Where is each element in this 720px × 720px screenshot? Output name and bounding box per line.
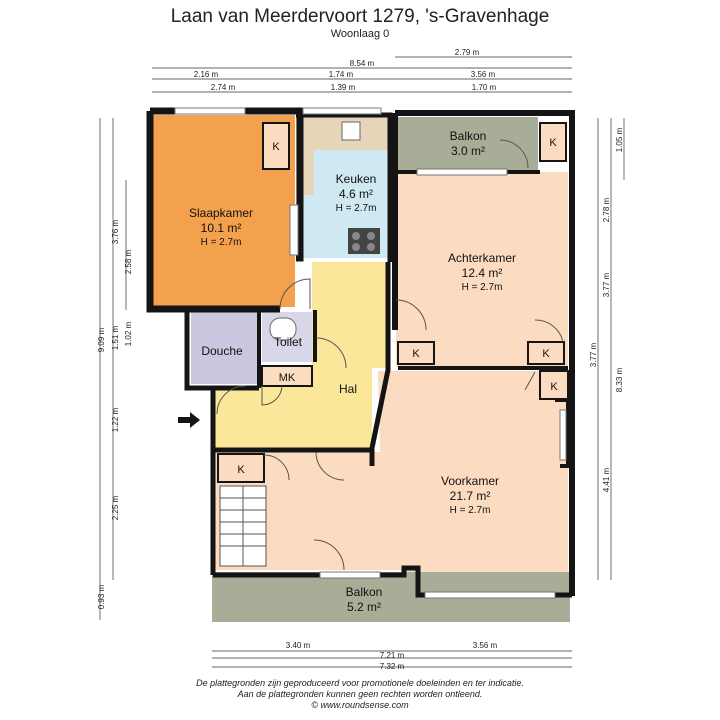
sink-icon [342, 122, 360, 140]
stairs [220, 486, 266, 566]
mk-name: MK [278, 372, 296, 384]
hal-name: Hal [338, 382, 358, 396]
dim-top: 1.70 m [471, 83, 497, 92]
dim-bottom: 3.40 m [285, 641, 311, 650]
slaapkamer-name: Slaapkamer [188, 206, 254, 220]
achterkamer-area: 12.4 m² [461, 266, 503, 280]
achterkamer-name: Achterkamer [447, 251, 517, 265]
dim-bottom: 3.56 m [472, 641, 498, 650]
dim-right: 3.77 m [589, 342, 598, 368]
slaapkamer-height: H = 2.7m [200, 237, 242, 248]
dim-right: 1.05 m [615, 127, 624, 153]
closet-label: K [542, 348, 550, 360]
closet-label: K [237, 464, 245, 476]
closet-label: K [550, 381, 558, 393]
voorkamer-name: Voorkamer [440, 474, 500, 488]
dim-top: 2.16 m [193, 70, 219, 79]
disclaimer-line-1: De plattegronden zijn geproduceerd voor promotionele doeleinden en ter indicatie. [196, 678, 524, 688]
dim-left: 9.09 m [97, 327, 106, 353]
plan-subtitle: Woonlaag 0 [330, 28, 390, 40]
voorkamer-height: H = 2.7m [449, 505, 491, 516]
closet-label: K [412, 348, 420, 360]
achterkamer-height: H = 2.7m [461, 282, 503, 293]
dim-top: 8.54 m [349, 59, 375, 68]
dim-left: 2.25 m [111, 495, 120, 521]
keuken-area: 4.6 m² [338, 187, 374, 201]
dim-top: 2.79 m [454, 48, 480, 57]
dim-right: 4.41 m [602, 467, 611, 493]
copyright: © www.roundsense.com [311, 700, 409, 710]
disclaimer [0, 678, 720, 711]
entrance-arrow-icon [178, 412, 200, 428]
dim-bottom: 7.32 m [379, 662, 405, 671]
dim-left: 1.02 m [124, 321, 133, 347]
plan-title: Laan van Meerdervoort 1279, 's-Gravenhage [170, 6, 550, 27]
keuken-name: Keuken [335, 172, 377, 186]
keuken-height: H = 2.7m [335, 203, 377, 214]
douche-name: Douche [201, 344, 243, 358]
slaapkamer-area: 10.1 m² [200, 221, 242, 235]
dim-left: 0.93 m [97, 584, 106, 610]
balkon-bottom-area: 5.2 m² [346, 600, 382, 614]
dim-left: 2.58 m [124, 249, 133, 275]
dim-left: 1.22 m [111, 407, 120, 433]
dim-left: 1.51 m [111, 325, 120, 351]
dim-left: 3.76 m [111, 219, 120, 245]
voorkamer-area: 21.7 m² [449, 489, 491, 503]
balkon-top-area: 3.0 m² [450, 144, 486, 158]
toilet-name: Toilet [273, 335, 303, 349]
dim-top: 2.74 m [210, 83, 236, 92]
balkon-bottom-name: Balkon [345, 585, 383, 599]
stove-icon [348, 228, 380, 254]
dim-top: 1.74 m [328, 70, 354, 79]
balkon-top-name: Balkon [449, 129, 487, 143]
dim-bottom: 7.21 m [379, 651, 405, 660]
closet-label: K [272, 141, 280, 153]
dim-right: 8.33 m [615, 367, 624, 393]
closet-label: K [549, 137, 557, 149]
dim-right: 3.77 m [602, 272, 611, 298]
dim-top: 1.39 m [330, 83, 356, 92]
dim-top: 3.56 m [470, 70, 496, 79]
dim-right: 2.78 m [602, 197, 611, 223]
disclaimer-line-2: Aan de plattegronden kunnen geen rechten worden ontleend. [237, 689, 483, 699]
